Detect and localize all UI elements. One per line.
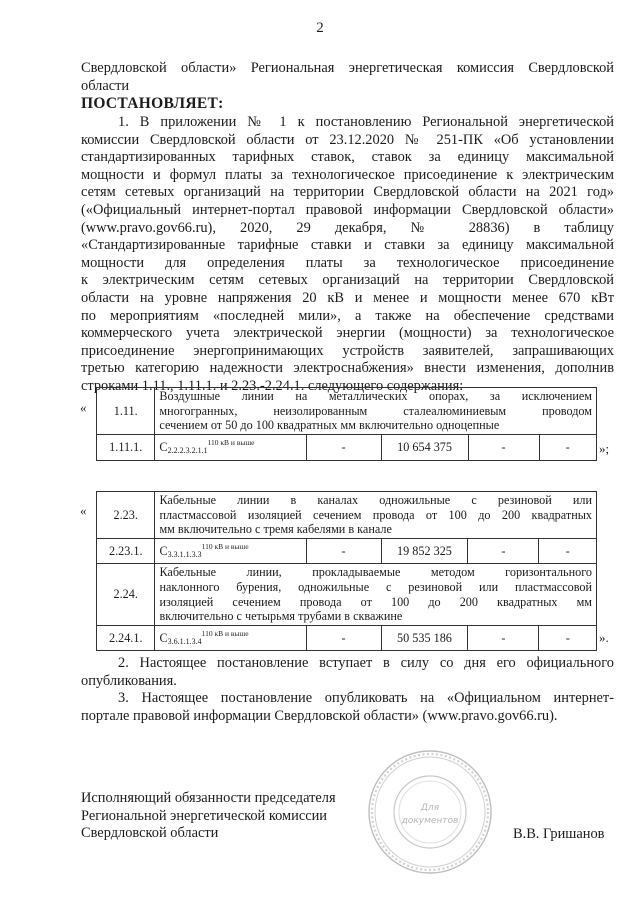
rate-formula xyxy=(155,625,306,651)
desc-line: включительно с четырьмя трубами в скважине xyxy=(159,609,403,624)
formula-base: С xyxy=(159,543,168,558)
page-number: 2 xyxy=(316,20,324,36)
formula-subscript: 3.3.1.1.3.3 xyxy=(167,549,202,559)
table-row xyxy=(97,564,597,625)
row-code: 2.24.1. xyxy=(97,625,155,651)
table-row xyxy=(97,492,597,539)
formula-superscript: 110 кВ и выше xyxy=(201,628,249,638)
cell-empty: - xyxy=(539,625,597,651)
p1-line: комиссии Свердловской области от 23.12.2020 № 251-ПК «Об установлении xyxy=(81,131,614,148)
p3-line: 3. Настоящее постановление опубликовать на «Официальном интернет- xyxy=(118,690,614,706)
table1-close-quote: »; xyxy=(599,441,610,456)
p1-line: по мероприятиям «последней мили», а также на обеспечение средствами xyxy=(81,307,614,324)
signatory-line: Свердловской области xyxy=(81,825,219,842)
desc-line: изоляцией сечением провода от 100 до 200 квадратных мм xyxy=(159,594,592,609)
p1-line: («Официальный интернет-портал правовой информации Свердловской области» xyxy=(81,201,614,218)
row-code: 1.11.1. xyxy=(97,434,155,460)
cell-empty: - xyxy=(468,434,539,460)
signer-name: В.В. Гришанов xyxy=(513,826,605,842)
p1-line: мощности для определения платы за технологическое присоединение xyxy=(81,254,614,271)
p1-line: области на уровне напряжения 20 кВ и менее и мощности менее 670 кВт xyxy=(81,289,614,306)
paragraph-2 xyxy=(81,655,614,690)
signatory-title xyxy=(81,790,336,843)
desc-line: Кабельные линии, прокладываемые методом горизонтального xyxy=(159,565,592,580)
p1-line: стандартизированных тарифных ставок, ставок за единицу максимальной xyxy=(81,149,614,166)
intro-text xyxy=(81,60,614,95)
formula-subscript: 3.6.1.1.3.4 xyxy=(167,636,202,646)
desc-line: многогранных, неизолированным сталеалюминиевым проводом xyxy=(159,403,592,418)
paragraph-3 xyxy=(81,690,614,725)
table2-close-quote: ». xyxy=(599,630,609,645)
row-description xyxy=(155,492,597,539)
rate-value: 19 852 325 xyxy=(381,538,468,564)
p3-line: портале правовой информации Свердловской области» (www.pravo.gov66.ru). xyxy=(81,707,558,724)
row-code: 2.24. xyxy=(97,564,155,625)
row-code: 1.11. xyxy=(97,388,155,435)
cell-empty: - xyxy=(306,538,381,564)
signatory-line: Исполняющий обязанности председателя xyxy=(81,790,336,806)
resolution-heading: ПОСТАНОВЛЯЕТ: xyxy=(81,95,224,112)
table-row xyxy=(97,434,597,460)
desc-line: Кабельные линии в каналах одножильные с резиновой или xyxy=(159,493,592,507)
row-description xyxy=(155,388,597,435)
p2-line: 2. Настоящее постановление вступает в силу со дня его официального xyxy=(118,655,614,671)
rate-formula xyxy=(155,434,306,460)
p1-line: «Стандартизированные тарифные ставки и ставки за единицу максимальной xyxy=(81,237,614,254)
desc-line: сечением от 50 до 100 квадратных мм включительно одноцепные xyxy=(159,418,500,433)
formula-base: С xyxy=(159,439,168,454)
desc-line: мм включительно с тремя кабелями в канале xyxy=(159,522,392,537)
table-2 xyxy=(96,491,597,651)
table1-open-quote: « xyxy=(80,400,87,415)
stamp-center-line-2: документов xyxy=(401,816,459,826)
p1-line: (www.pravo.gov66.ru), 2020, 29 декабря, № 28836) в таблицу xyxy=(81,219,614,236)
p1-line: строками 1.11., 1.11.1. и 2.23.-2.24.1. следующего содержания: xyxy=(81,377,464,394)
rate-formula xyxy=(155,538,306,564)
desc-line: Воздушные линии на металлических опорах, за исключением xyxy=(159,389,592,403)
table-row xyxy=(97,625,597,651)
rate-value: 10 654 375 xyxy=(381,434,468,460)
formula-base: С xyxy=(159,630,168,645)
row-code: 2.23.1. xyxy=(97,538,155,564)
cell-empty: - xyxy=(306,434,381,460)
p1-line: мощности и формул платы за технологическое присоединение к электрическим xyxy=(81,166,614,183)
intro-line-2: области xyxy=(81,77,130,94)
formula-subscript: 2.2.2.3.2.1.1 xyxy=(167,445,208,455)
desc-line: наклонного бурения, одножильные с резиновой или пластмассовой xyxy=(159,579,592,594)
cell-empty: - xyxy=(539,434,597,460)
table-1 xyxy=(96,387,597,461)
paragraph-1 xyxy=(81,114,614,396)
p2-line: опубликования. xyxy=(81,672,177,689)
official-stamp xyxy=(366,748,494,876)
p1-line: к электрическим сетям сетевых организаций на территории Свердловской xyxy=(81,272,614,289)
p1-line: присоединение энергопринимающих устройств заявителей, запрашивающих xyxy=(81,342,614,359)
row-description xyxy=(155,564,597,625)
cell-empty: - xyxy=(539,538,597,564)
table-row xyxy=(97,388,597,435)
cell-empty: - xyxy=(468,538,539,564)
intro-line-1: Свердловской области» Региональная энергетическая комиссия Свердловской xyxy=(81,60,614,76)
formula-superscript: 110 кВ и выше xyxy=(207,437,255,447)
row-code: 2.23. xyxy=(97,492,155,539)
cell-empty: - xyxy=(468,625,539,651)
cell-empty: - xyxy=(306,625,381,651)
p1-line: третью категорию надежности электроснабжения» внести изменения, дополнив xyxy=(81,360,614,377)
table-row xyxy=(97,538,597,564)
rate-value: 50 535 186 xyxy=(381,625,468,651)
desc-line: пластмассовой изоляцией сечением провода от 100 до 200 квадратных xyxy=(159,507,592,522)
p1-line: сетям сетевых организаций на территории Свердловской области на 2021 год» xyxy=(81,184,614,201)
p1-line: 1. В приложении № 1 к постановлению Региональной энергетической xyxy=(118,114,614,130)
p1-line: коммерческого учета электрической энергии (мощности) за технологическое xyxy=(81,325,614,342)
formula-superscript: 110 кВ и выше xyxy=(201,541,249,551)
signatory-line: Региональной энергетической комиссии xyxy=(81,807,327,824)
stamp-center-line-1: Для xyxy=(420,803,440,813)
table2-open-quote: « xyxy=(80,503,87,518)
